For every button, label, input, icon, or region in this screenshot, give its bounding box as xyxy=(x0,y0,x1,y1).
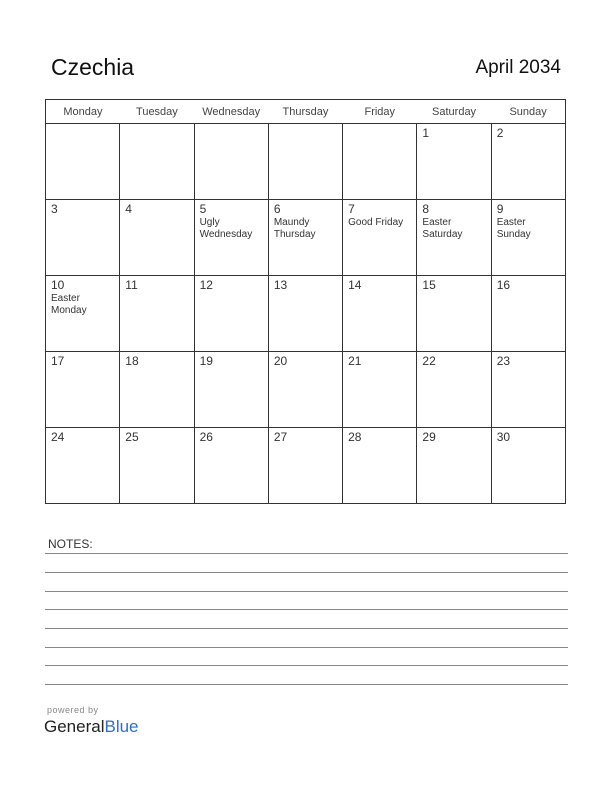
day-cell xyxy=(120,352,194,428)
generalblue-logo xyxy=(44,717,139,737)
day-number: 11 xyxy=(125,278,138,292)
day-number: 29 xyxy=(422,430,436,444)
brand-blue: Blue xyxy=(104,717,139,736)
day-cell xyxy=(194,276,268,352)
day-cell xyxy=(46,124,120,200)
day-number: 8 xyxy=(422,202,430,216)
day-cell xyxy=(46,428,120,504)
week-row xyxy=(46,428,566,504)
week-row xyxy=(46,124,566,200)
day-number: 13 xyxy=(273,278,288,292)
day-cell xyxy=(120,428,194,504)
day-number: 21 xyxy=(348,354,362,368)
note-line xyxy=(45,591,568,592)
holiday-label: Easter Saturday xyxy=(422,217,463,240)
day-cell xyxy=(491,428,565,504)
day-cell xyxy=(417,276,491,352)
day-cell xyxy=(120,276,194,352)
day-cell xyxy=(268,276,342,352)
weekday-wednesday: Wednesday xyxy=(194,100,268,124)
day-cell xyxy=(194,428,268,504)
day-number: 6 xyxy=(273,202,281,216)
day-cell xyxy=(343,124,417,200)
day-cell xyxy=(268,428,342,504)
holiday-label: Easter Monday xyxy=(51,293,87,316)
day-number: 28 xyxy=(348,430,362,444)
day-cell xyxy=(343,428,417,504)
day-cell xyxy=(491,276,565,352)
week-row xyxy=(46,276,566,352)
note-line xyxy=(45,665,568,666)
day-number: 26 xyxy=(199,430,213,444)
day-number: 16 xyxy=(496,278,511,292)
day-number: 2 xyxy=(496,126,504,140)
note-line xyxy=(45,684,568,685)
day-cell xyxy=(120,200,194,276)
day-cell xyxy=(417,428,491,504)
day-cell xyxy=(120,124,194,200)
day-cell xyxy=(417,352,491,428)
holiday-label: Ugly Wednesday xyxy=(199,217,253,240)
note-line xyxy=(45,628,568,629)
day-cell xyxy=(268,200,342,276)
weekday-sunday: Sunday xyxy=(491,100,565,124)
note-line xyxy=(45,647,568,648)
powered-by-text: powered by xyxy=(47,705,99,715)
day-number: 27 xyxy=(273,430,288,444)
day-number: 20 xyxy=(273,354,288,368)
day-number: 3 xyxy=(51,202,58,216)
note-line xyxy=(45,553,568,554)
day-number: 30 xyxy=(496,430,511,444)
day-number: 18 xyxy=(125,354,139,368)
day-number: 17 xyxy=(51,354,65,368)
week-row xyxy=(46,352,566,428)
weekday-thursday: Thursday xyxy=(268,100,342,124)
calendar-grid xyxy=(45,99,566,504)
weekday-saturday: Saturday xyxy=(417,100,491,124)
brand-general: General xyxy=(44,717,105,736)
day-cell xyxy=(194,200,268,276)
day-number: 9 xyxy=(496,202,504,216)
day-number: 24 xyxy=(51,430,65,444)
day-number: 14 xyxy=(348,278,362,292)
day-number: 12 xyxy=(199,278,213,292)
day-number: 4 xyxy=(125,202,132,216)
holiday-label: Good Friday xyxy=(348,217,404,228)
day-cell xyxy=(46,276,120,352)
note-line xyxy=(45,609,568,610)
day-cell xyxy=(46,200,120,276)
day-number: 19 xyxy=(199,354,213,368)
day-number: 22 xyxy=(422,354,436,368)
notes-label: NOTES: xyxy=(48,537,93,551)
month-year-title: April 2034 xyxy=(475,57,561,78)
weekday-header-row xyxy=(46,100,566,124)
day-number: 23 xyxy=(496,354,511,368)
day-cell xyxy=(268,124,342,200)
day-number: 10 xyxy=(51,278,65,292)
day-number: 7 xyxy=(348,202,355,216)
week-row xyxy=(46,200,566,276)
day-cell xyxy=(194,124,268,200)
note-line xyxy=(45,572,568,573)
day-cell xyxy=(491,200,565,276)
day-cell xyxy=(491,352,565,428)
day-cell xyxy=(343,276,417,352)
weekday-tuesday: Tuesday xyxy=(120,100,194,124)
day-cell xyxy=(491,124,565,200)
holiday-label: Maundy Thursday xyxy=(273,217,316,240)
day-number: 25 xyxy=(125,430,139,444)
day-cell xyxy=(417,200,491,276)
day-cell xyxy=(46,352,120,428)
day-cell xyxy=(417,124,491,200)
weekday-monday: Monday xyxy=(46,100,120,124)
weekday-friday: Friday xyxy=(343,100,417,124)
day-cell xyxy=(268,352,342,428)
holiday-label: Easter Sunday xyxy=(496,217,531,240)
country-title: Czechia xyxy=(51,54,135,80)
day-cell xyxy=(194,352,268,428)
day-cell xyxy=(343,352,417,428)
day-number: 15 xyxy=(422,278,436,292)
day-number: 1 xyxy=(422,126,430,140)
day-number: 5 xyxy=(199,202,207,216)
day-cell xyxy=(343,200,417,276)
